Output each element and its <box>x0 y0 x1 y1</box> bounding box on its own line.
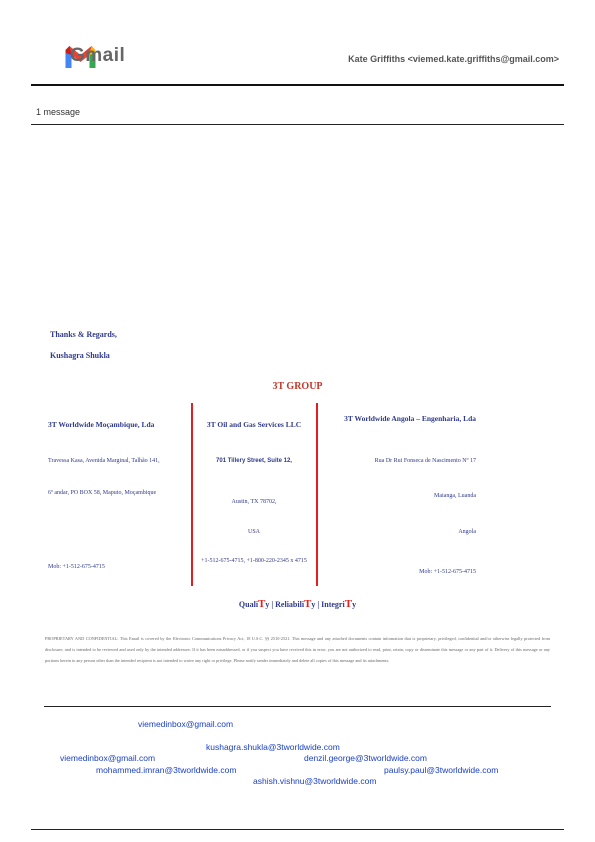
recipient-link[interactable]: paulsy.paul@3tworldwide.com <box>384 765 499 775</box>
office-address-angola-line2: Maianga, Luanda <box>434 493 476 499</box>
office-address-usa-line3: USA <box>247 529 260 535</box>
page-bottom-divider <box>31 829 564 830</box>
header-divider <box>31 84 564 86</box>
footer-divider <box>44 706 551 707</box>
recipient-link[interactable]: ashish.vishnu@3tworldwide.com <box>253 776 377 786</box>
tagline-t-letter: T <box>258 598 266 610</box>
column-divider <box>316 403 318 586</box>
office-phone-angola: Mob: +1-512-675-4715 <box>419 569 476 575</box>
office-name-usa: 3T Oil and Gas Services LLC <box>206 420 302 429</box>
office-phone-usa: +1-512-675-4715, +1-800-220-2345 x 4715 <box>201 558 307 564</box>
company-group-title: 3T GROUP <box>272 381 323 392</box>
tagline-y-letter: y <box>265 600 270 609</box>
company-tagline <box>0 598 595 610</box>
tagline-y-letter: y <box>311 600 316 609</box>
signature-closing: Thanks & Regards, <box>50 330 117 339</box>
office-phone-mozambique: Mob: +1-512-675-4715 <box>48 564 105 570</box>
column-divider <box>191 403 193 586</box>
recipient-link[interactable]: kushagra.shukla@3tworldwide.com <box>206 742 340 752</box>
confidentiality-notice: PROPRIETARY AND CONFIDENTIAL: This Email is covered by the Electronic Communications Privacy Act, 18 U.S.C. §§ 2510-2521. This message and any attached documents contain information that is proprietary, privileged, confidential and/or otherwise legally protected from disclosure, and is intended to be reviewed and used only by the intended addressee. If it has been misaddressed, or if you suspect you have received this in error, you are not authorized to read, print, retain, copy or disseminate this message or any part of it. Delivery of this message or any portions herein to any person other than the intended recipient is not intended to waive any right or privilege. Please notify sender immediately and delete all copies of this message and its attachments. <box>45 636 550 663</box>
tagline-word-reliability: Reliabili <box>275 600 305 609</box>
brand-name: Gmail <box>70 45 126 66</box>
tagline-y-letter: y <box>352 600 357 609</box>
message-count: 1 message <box>36 107 81 117</box>
thread-divider <box>31 124 564 125</box>
tagline-separator: | <box>315 600 322 609</box>
office-address-usa-line2: Austin, TX 78702, <box>231 499 277 505</box>
signature-name: Kushagra Shukla <box>50 351 110 360</box>
recipient-link[interactable]: mohammed.imran@3tworldwide.com <box>96 765 237 775</box>
office-name-angola: 3T Worldwide Angola – Engenharia, Lda <box>344 414 476 423</box>
office-address-mozambique-line1: Travessa Kasa, Avenida Marginal, Talhão 141, <box>48 458 160 464</box>
tagline-t-letter: T <box>304 598 312 610</box>
tagline-word-quality: Quali <box>238 600 259 609</box>
office-address-mozambique-line2: 6º andar, PO BOX 58, Maputo, Moçambique <box>48 490 157 496</box>
tagline-t-letter: T <box>344 598 353 610</box>
recipient-link[interactable]: viemedinbox@gmail.com <box>138 719 234 729</box>
office-address-usa-line1: 701 Tillery Street, Suite 12, <box>216 458 292 464</box>
office-address-angola-line3: Angola <box>458 529 476 535</box>
tagline-separator: | <box>269 600 276 609</box>
office-name-mozambique: 3T Worldwide Moçambique, Lda <box>48 420 155 429</box>
account-email: Kate Griffiths <viemed.kate.griffiths@gmail.com> <box>348 54 559 64</box>
recipient-link[interactable]: viemedinbox@gmail.com <box>60 753 156 763</box>
office-address-angola-line1: Rua Dr Rui Fonseca de Nascimento Nº 17 <box>374 458 476 464</box>
recipient-link[interactable]: denzil.george@3tworldwide.com <box>304 753 427 763</box>
tagline-word-integrity: Integri <box>321 600 345 609</box>
